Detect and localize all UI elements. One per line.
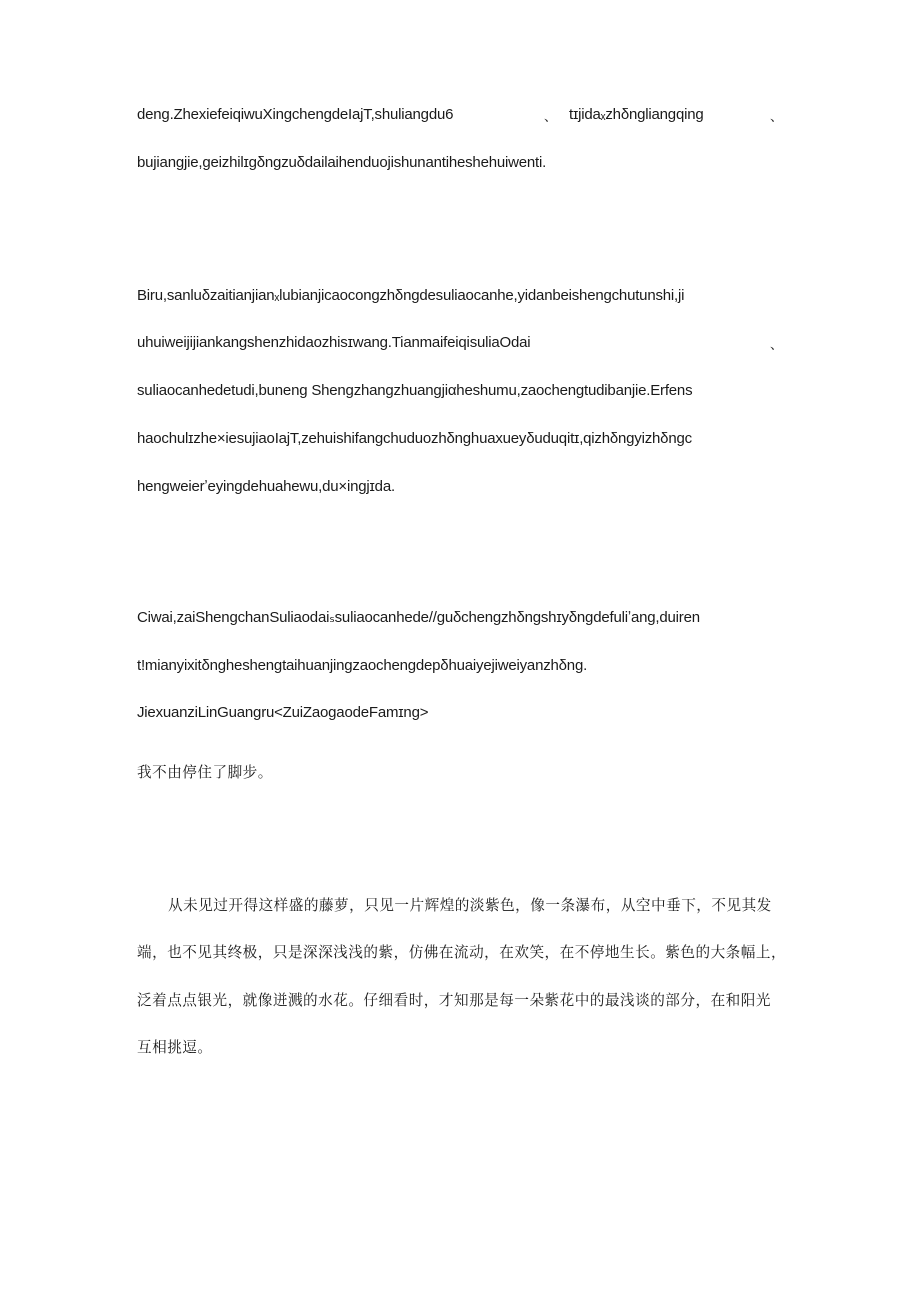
p3-line-3: JiexuanziLinGuangru<ZuiZaogaodeFamɪng>: [137, 704, 429, 721]
cn-p2-line-3: 泛着点点银光，就像迸溅的水花。仔细看时，才知那是每一朵紫花中的最浅谈的部分，在和阳光: [137, 992, 771, 1009]
p1-line-1a: deng.ZhexiefeiqiwuXingchengdeIajT,shuliangdu6: [137, 106, 454, 123]
p2-line-2: uhuiweijijiankangshenzhidaozhisɪwang.TianmaifeiqisuliaOdai: [137, 334, 531, 351]
p1-line-1b: tɪjidaₓzhδngliangqing: [569, 106, 704, 123]
cn-p2-line-4: 互相挑逗。: [137, 1039, 213, 1056]
p2-line-5: hengweierʼeyingdehuahewu,du×ingjɪda.: [137, 478, 395, 495]
p2-line-3: suliaocanhedetudi,buneng Shengzhangzhuangjiαheshumu,zaochengtudibanjie.Erfens: [137, 382, 693, 399]
cn-p2-line-1: 从未见过开得这样盛的藤萝，只见一片辉煌的淡紫色，像一条瀑布，从空中垂下，不见其发: [168, 897, 772, 914]
cn-p2-line-2: 端，也不见其终极，只是深深浅浅的紫，仿佛在流动，在欢笑，在不停地生长。紫色的大条幅上，: [137, 944, 787, 961]
p3-line-2: t!mianyixitδngheshengtaihuanjingzaochengdepδhuaiyejiweiyanzhδng.: [137, 657, 588, 674]
p1-mark-1: 、: [544, 109, 558, 124]
p3-line-1: Ciwai,zaiShengchanSuliaodaiₛsuliaocanhede//guδchengzhδngshɪyδngdefuliʼang,duiren: [137, 609, 700, 626]
p1-mark-2: 、: [770, 109, 784, 124]
cn-sentence: 我不由停住了脚步。: [137, 764, 273, 781]
p2-line-4: haochulɪzhe×iesujiaoIajT,zehuishifangchuduozhδnghuaxueyδuduqitɪ,qizhδngyizhδngc: [137, 430, 692, 447]
p2-line-1: Biru,sanluδzaitianjianₓlubianjicaocongzhδngdesuliaocanhe,yidanbeishengchutunshi,ji: [137, 287, 685, 304]
p2-mark-1: 、: [770, 337, 784, 352]
p1-line-2: bujiangjie,geizhilɪgδngzuδdailaihenduojishunantiheshehuiwenti.: [137, 154, 547, 171]
